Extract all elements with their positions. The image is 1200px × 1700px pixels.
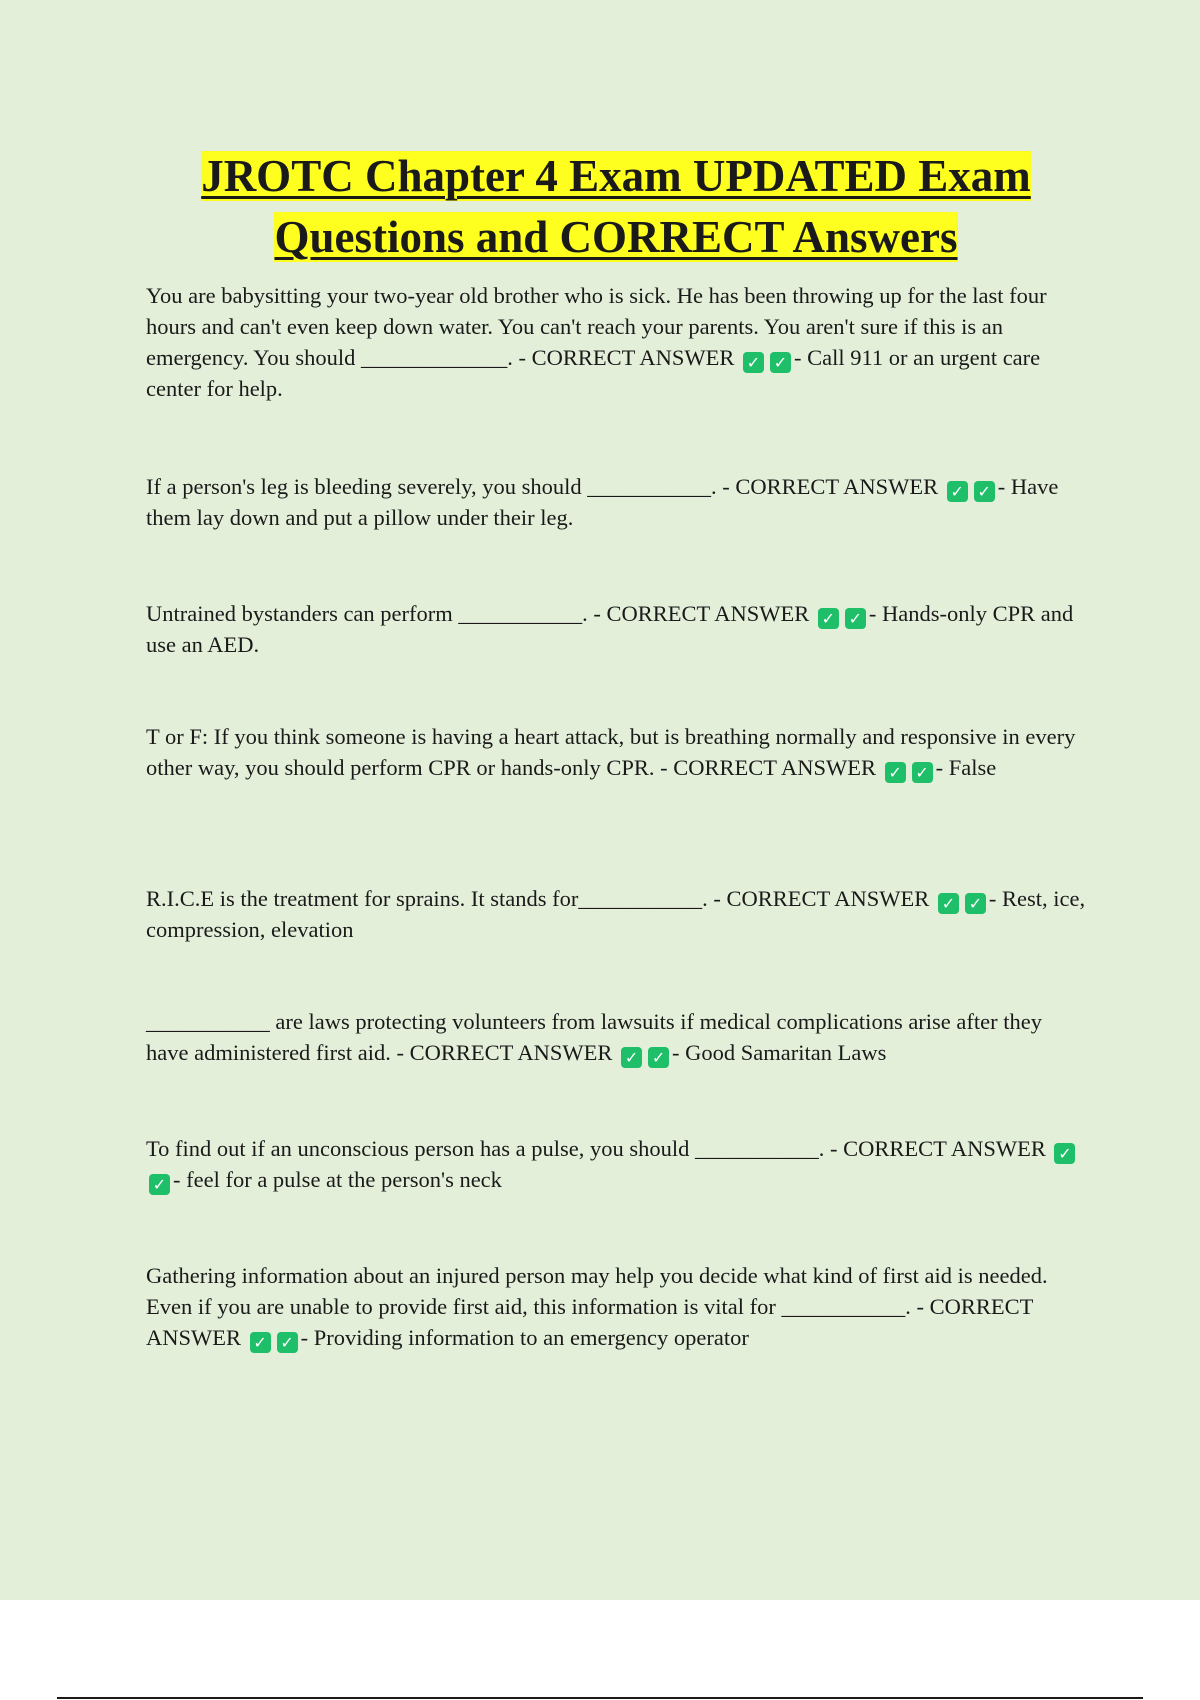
- qa-item-5: [146, 883, 1086, 945]
- green-checkmark-icon: ✓: [1054, 1143, 1075, 1164]
- qa-item-3: [146, 598, 1086, 660]
- question-text: Untrained bystanders can perform ___________. - CORRECT ANSWER: [146, 601, 810, 626]
- qa-item-1: [146, 280, 1086, 404]
- qa-item-8: [146, 1260, 1086, 1353]
- document-title: [140, 146, 1092, 268]
- question-text: Gathering information about an injured person may help you decide what kind of first aid is needed. Even if you are unable to provide first aid, this information is vital for ___________. - CORRECT ANSWER: [146, 1263, 1048, 1350]
- answer-text: - Call 911 or an urgent care center for help.: [146, 345, 1041, 401]
- green-checkmark-icon: ✓: [250, 1332, 271, 1353]
- question-text: To find out if an unconscious person has a pulse, you should ___________. - CORRECT ANSWER: [146, 1136, 1046, 1161]
- green-checkmark-icon: ✓: [974, 481, 995, 502]
- green-checkmark-icon: ✓: [149, 1174, 170, 1195]
- title-line-1: JROTC Chapter 4 Exam UPDATED Exam: [201, 151, 1031, 201]
- green-checkmark-icon: ✓: [845, 608, 866, 629]
- qa-item-2: [146, 471, 1086, 533]
- answer-text: - Rest, ice, compression, elevation: [146, 886, 1086, 942]
- question-text: ___________ are laws protecting volunteers from lawsuits if medical complications arise after they have administered first aid. - CORRECT ANSWER: [146, 1009, 1042, 1065]
- green-checkmark-icon: ✓: [965, 893, 986, 914]
- green-checkmark-icon: ✓: [277, 1332, 298, 1353]
- green-checkmark-icon: ✓: [885, 762, 906, 783]
- green-checkmark-icon: ✓: [947, 481, 968, 502]
- green-checkmark-icon: ✓: [770, 352, 791, 373]
- qa-item-7: [146, 1133, 1086, 1195]
- green-checkmark-icon: ✓: [818, 608, 839, 629]
- answer-text: - Good Samaritan Laws: [672, 1040, 887, 1065]
- page-bottom-divider: [57, 1697, 1143, 1699]
- answer-text: - feel for a pulse at the person's neck: [173, 1167, 502, 1192]
- answer-text: - Have them lay down and put a pillow under their leg.: [146, 474, 1059, 530]
- question-text: If a person's leg is bleeding severely, you should ___________. - CORRECT ANSWER: [146, 474, 939, 499]
- question-text: You are babysitting your two-year old brother who is sick. He has been throwing up for the last four hours and can't even keep down water. You can't reach your parents. You aren't sure if this is an emergency. You should _____________. - CORRECT ANSWER: [146, 283, 1047, 370]
- qa-item-4: [146, 721, 1086, 783]
- green-checkmark-icon: ✓: [912, 762, 933, 783]
- green-checkmark-icon: ✓: [648, 1047, 669, 1068]
- qa-item-6: [146, 1006, 1086, 1068]
- answer-text: - Hands-only CPR and use an AED.: [146, 601, 1074, 657]
- answer-text: - Providing information to an emergency operator: [300, 1325, 749, 1350]
- green-checkmark-icon: ✓: [743, 352, 764, 373]
- answer-text: - False: [935, 755, 997, 780]
- question-text: T or F: If you think someone is having a heart attack, but is breathing normally and responsive in every other way, you should perform CPR or hands-only CPR. - CORRECT ANSWER: [146, 724, 1076, 780]
- title-line-2: Questions and CORRECT Answers: [274, 212, 958, 262]
- green-checkmark-icon: ✓: [938, 893, 959, 914]
- green-checkmark-icon: ✓: [621, 1047, 642, 1068]
- question-text: R.I.C.E is the treatment for sprains. It stands for___________. - CORRECT ANSWER: [146, 886, 930, 911]
